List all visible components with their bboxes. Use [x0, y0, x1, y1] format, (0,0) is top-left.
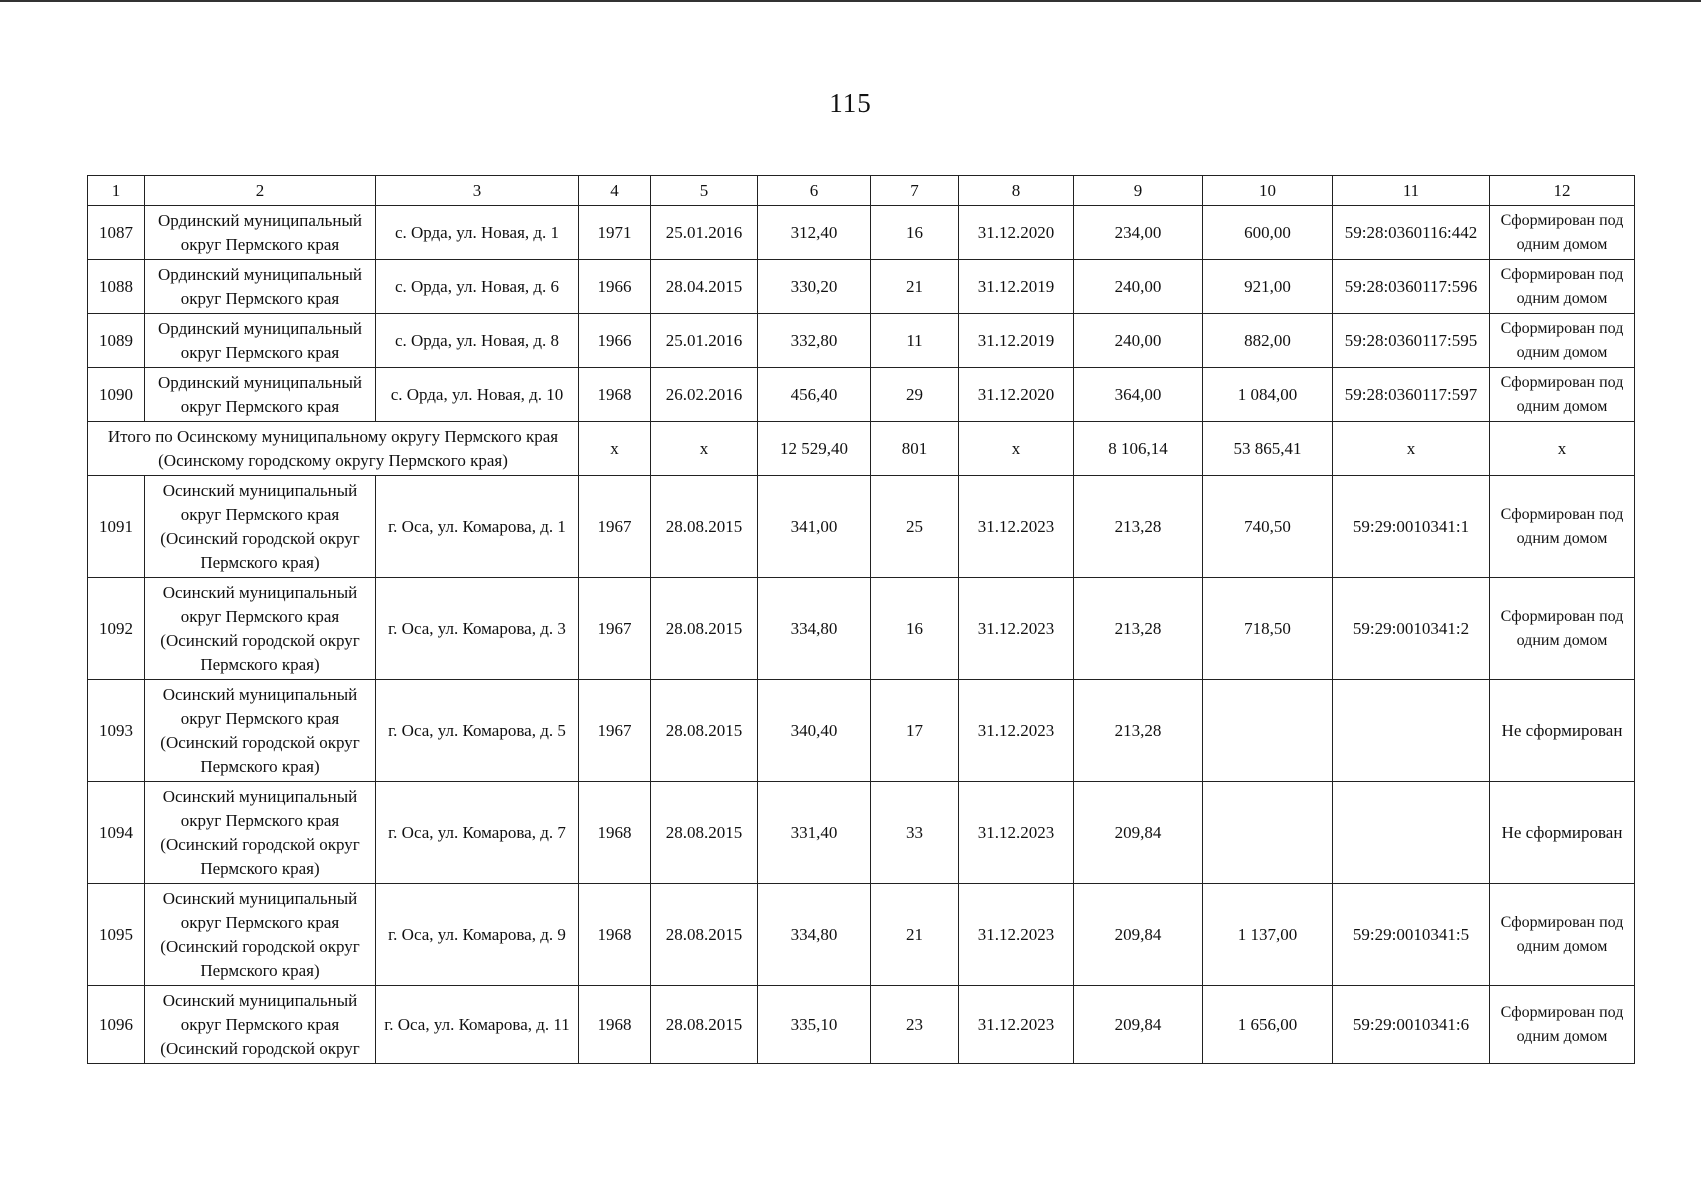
cadastral-cell [1333, 680, 1490, 782]
residents-cell: 25 [871, 476, 959, 578]
cadastral-cell: 59:29:0010341:1 [1333, 476, 1490, 578]
year-cell: 1967 [579, 680, 651, 782]
table-row [88, 884, 1635, 986]
deadline-cell: 31.12.2023 [959, 782, 1074, 884]
residents-cell: 16 [871, 578, 959, 680]
municipality-cell: Осинский муниципальный округ Пермского края (Осинский городской округ Пермского края) [145, 578, 376, 680]
summary-cell: x [1490, 422, 1635, 476]
municipality-cell: Осинский муниципальный округ Пермского края (Осинский городской округ Пермского края) [145, 782, 376, 884]
table-row [88, 578, 1635, 680]
col-header: 9 [1074, 176, 1203, 206]
year-cell: 1966 [579, 314, 651, 368]
date-cell: 28.04.2015 [651, 260, 758, 314]
table-row [88, 986, 1635, 1064]
col-header: 11 [1333, 176, 1490, 206]
col-header: 2 [145, 176, 376, 206]
status-cell: Сформирован под одним домом [1490, 884, 1635, 986]
land-area-cell: 213,28 [1074, 680, 1203, 782]
plot-area-cell: 882,00 [1203, 314, 1333, 368]
header-row [88, 176, 1635, 206]
row-number: 1090 [88, 368, 145, 422]
municipality-cell: Осинский муниципальный округ Пермского края (Осинский городской округ [145, 986, 376, 1064]
page-number: 115 [829, 88, 872, 118]
address-cell: г. Оса, ул. Комарова, д. 9 [376, 884, 579, 986]
municipality-cell: Ординский муниципальный округ Пермского края [145, 206, 376, 260]
summary-residents: 801 [871, 422, 959, 476]
col-header: 7 [871, 176, 959, 206]
row-number: 1087 [88, 206, 145, 260]
year-cell: 1968 [579, 986, 651, 1064]
deadline-cell: 31.12.2019 [959, 314, 1074, 368]
land-area-cell: 213,28 [1074, 578, 1203, 680]
table-row [88, 680, 1635, 782]
table-row [88, 368, 1635, 422]
plot-area-cell: 1 137,00 [1203, 884, 1333, 986]
table-row [88, 782, 1635, 884]
cadastral-cell: 59:28:0360117:595 [1333, 314, 1490, 368]
status-cell: Сформирован под одним домом [1490, 578, 1635, 680]
row-number: 1088 [88, 260, 145, 314]
deadline-cell: 31.12.2023 [959, 476, 1074, 578]
table-row [88, 260, 1635, 314]
page-border [0, 0, 1701, 2]
status-cell: Сформирован под одним домом [1490, 368, 1635, 422]
land-area-cell: 234,00 [1074, 206, 1203, 260]
area-cell: 334,80 [758, 884, 871, 986]
municipality-cell: Осинский муниципальный округ Пермского края (Осинский городской округ Пермского края) [145, 884, 376, 986]
cadastral-cell: 59:28:0360117:596 [1333, 260, 1490, 314]
area-cell: 340,40 [758, 680, 871, 782]
year-cell: 1968 [579, 884, 651, 986]
row-number: 1095 [88, 884, 145, 986]
housing-register-table [87, 175, 1635, 1064]
date-cell: 28.08.2015 [651, 884, 758, 986]
year-cell: 1967 [579, 476, 651, 578]
land-area-cell: 209,84 [1074, 986, 1203, 1064]
residents-cell: 21 [871, 260, 959, 314]
summary-plot-area: 53 865,41 [1203, 422, 1333, 476]
summary-land-area: 8 106,14 [1074, 422, 1203, 476]
address-cell: с. Орда, ул. Новая, д. 1 [376, 206, 579, 260]
residents-cell: 21 [871, 884, 959, 986]
address-cell: г. Оса, ул. Комарова, д. 5 [376, 680, 579, 782]
area-cell: 312,40 [758, 206, 871, 260]
area-cell: 334,80 [758, 578, 871, 680]
land-area-cell: 240,00 [1074, 314, 1203, 368]
status-cell: Сформирован под одним домом [1490, 314, 1635, 368]
date-cell: 25.01.2016 [651, 206, 758, 260]
row-number: 1092 [88, 578, 145, 680]
cadastral-cell: 59:29:0010341:5 [1333, 884, 1490, 986]
summary-area: 12 529,40 [758, 422, 871, 476]
row-number: 1094 [88, 782, 145, 884]
row-number: 1093 [88, 680, 145, 782]
summary-cell: x [651, 422, 758, 476]
deadline-cell: 31.12.2019 [959, 260, 1074, 314]
plot-area-cell: 718,50 [1203, 578, 1333, 680]
summary-cell: x [1333, 422, 1490, 476]
date-cell: 28.08.2015 [651, 476, 758, 578]
residents-cell: 17 [871, 680, 959, 782]
land-area-cell: 213,28 [1074, 476, 1203, 578]
plot-area-cell: 1 084,00 [1203, 368, 1333, 422]
year-cell: 1971 [579, 206, 651, 260]
col-header: 3 [376, 176, 579, 206]
row-number: 1091 [88, 476, 145, 578]
col-header: 8 [959, 176, 1074, 206]
address-cell: с. Орда, ул. Новая, д. 6 [376, 260, 579, 314]
date-cell: 28.08.2015 [651, 986, 758, 1064]
year-cell: 1968 [579, 368, 651, 422]
col-header: 4 [579, 176, 651, 206]
municipality-cell: Осинский муниципальный округ Пермского края (Осинский городской округ Пермского края) [145, 476, 376, 578]
cadastral-cell: 59:28:0360116:442 [1333, 206, 1490, 260]
col-header: 1 [88, 176, 145, 206]
col-header: 5 [651, 176, 758, 206]
date-cell: 28.08.2015 [651, 782, 758, 884]
col-header: 10 [1203, 176, 1333, 206]
residents-cell: 33 [871, 782, 959, 884]
summary-label: Итого по Осинскому муниципальному округу Пермского края (Осинскому городскому округу Пермского края) [88, 422, 579, 476]
area-cell: 330,20 [758, 260, 871, 314]
deadline-cell: 31.12.2023 [959, 680, 1074, 782]
land-area-cell: 209,84 [1074, 884, 1203, 986]
deadline-cell: 31.12.2023 [959, 884, 1074, 986]
status-cell: Сформирован под одним домом [1490, 206, 1635, 260]
land-area-cell: 364,00 [1074, 368, 1203, 422]
area-cell: 456,40 [758, 368, 871, 422]
plot-area-cell [1203, 782, 1333, 884]
plot-area-cell: 740,50 [1203, 476, 1333, 578]
residents-cell: 29 [871, 368, 959, 422]
municipality-cell: Осинский муниципальный округ Пермского края (Осинский городской округ Пермского края) [145, 680, 376, 782]
deadline-cell: 31.12.2020 [959, 368, 1074, 422]
plot-area-cell [1203, 680, 1333, 782]
status-cell: Сформирован под одним домом [1490, 260, 1635, 314]
col-header: 6 [758, 176, 871, 206]
col-header: 12 [1490, 176, 1635, 206]
municipality-cell: Ординский муниципальный округ Пермского края [145, 368, 376, 422]
table-row [88, 314, 1635, 368]
address-cell: г. Оса, ул. Комарова, д. 7 [376, 782, 579, 884]
municipality-cell: Ординский муниципальный округ Пермского края [145, 314, 376, 368]
land-area-cell: 209,84 [1074, 782, 1203, 884]
date-cell: 26.02.2016 [651, 368, 758, 422]
table-row [88, 476, 1635, 578]
area-cell: 335,10 [758, 986, 871, 1064]
cadastral-cell: 59:29:0010341:2 [1333, 578, 1490, 680]
status-cell: Не сформирован [1490, 680, 1635, 782]
status-cell: Сформирован под одним домом [1490, 986, 1635, 1064]
row-number: 1089 [88, 314, 145, 368]
area-cell: 331,40 [758, 782, 871, 884]
summary-cell: x [959, 422, 1074, 476]
plot-area-cell: 600,00 [1203, 206, 1333, 260]
address-cell: г. Оса, ул. Комарова, д. 3 [376, 578, 579, 680]
area-cell: 332,80 [758, 314, 871, 368]
area-cell: 341,00 [758, 476, 871, 578]
summary-cell: x [579, 422, 651, 476]
land-area-cell: 240,00 [1074, 260, 1203, 314]
address-cell: г. Оса, ул. Комарова, д. 11 [376, 986, 579, 1064]
summary-row [88, 422, 1635, 476]
residents-cell: 23 [871, 986, 959, 1064]
cadastral-cell [1333, 782, 1490, 884]
cadastral-cell: 59:29:0010341:6 [1333, 986, 1490, 1064]
address-cell: г. Оса, ул. Комарова, д. 1 [376, 476, 579, 578]
cadastral-cell: 59:28:0360117:597 [1333, 368, 1490, 422]
status-cell: Сформирован под одним домом [1490, 476, 1635, 578]
date-cell: 28.08.2015 [651, 680, 758, 782]
table-row [88, 206, 1635, 260]
address-cell: с. Орда, ул. Новая, д. 8 [376, 314, 579, 368]
year-cell: 1967 [579, 578, 651, 680]
plot-area-cell: 1 656,00 [1203, 986, 1333, 1064]
deadline-cell: 31.12.2023 [959, 578, 1074, 680]
residents-cell: 16 [871, 206, 959, 260]
plot-area-cell: 921,00 [1203, 260, 1333, 314]
status-cell: Не сформирован [1490, 782, 1635, 884]
row-number: 1096 [88, 986, 145, 1064]
year-cell: 1968 [579, 782, 651, 884]
residents-cell: 11 [871, 314, 959, 368]
date-cell: 25.01.2016 [651, 314, 758, 368]
deadline-cell: 31.12.2020 [959, 206, 1074, 260]
deadline-cell: 31.12.2023 [959, 986, 1074, 1064]
municipality-cell: Ординский муниципальный округ Пермского края [145, 260, 376, 314]
address-cell: с. Орда, ул. Новая, д. 10 [376, 368, 579, 422]
date-cell: 28.08.2015 [651, 578, 758, 680]
year-cell: 1966 [579, 260, 651, 314]
